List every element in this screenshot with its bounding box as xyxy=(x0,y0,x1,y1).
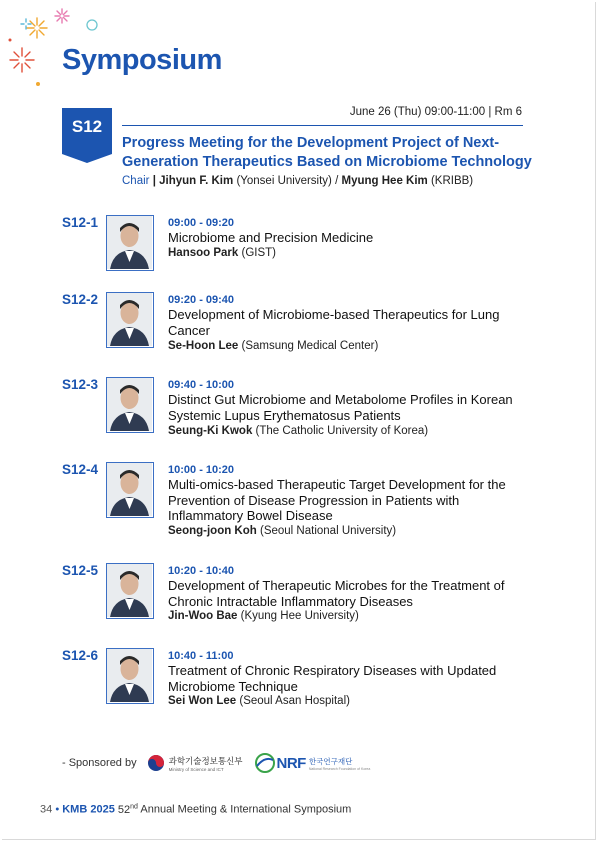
talk-code: S12-3 xyxy=(62,377,99,392)
talk-speaker-line xyxy=(168,340,378,352)
page-footer xyxy=(40,803,351,816)
speaker-photo xyxy=(106,648,154,704)
speaker-name: Seung-Ki Kwok xyxy=(168,425,253,437)
talk-time: 10:00 - 10:20 xyxy=(168,464,235,476)
talk-time: 09:40 - 10:00 xyxy=(168,379,235,391)
speaker-affiliation: (Seoul Asan Hospital) xyxy=(239,695,350,707)
talk-title: Multi-omics-based Therapeutic Target Development for the Prevention of Disease Progression in Patients with Inflammatory Bowel Disease xyxy=(168,477,506,523)
nrf-wordmark: NRF xyxy=(276,754,306,772)
portrait-graphic xyxy=(107,293,152,346)
speaker-affiliation: (Seoul National University) xyxy=(260,525,397,537)
speaker-photo xyxy=(106,563,154,619)
speaker-affiliation: (The Catholic University of Korea) xyxy=(255,425,429,437)
talk-time: 09:00 - 09:20 xyxy=(168,217,235,229)
sponsor-line xyxy=(62,752,370,774)
speaker-photo xyxy=(106,215,154,271)
talk-title: Development of Therapeutic Microbes for the Treatment of Chronic Intractable Inflammatory Diseases xyxy=(168,578,505,609)
talk-code: S12-6 xyxy=(62,648,99,663)
speaker-name: Se-Hoon Lee xyxy=(168,340,239,352)
ministry-name-ko: 과학기술정보통신부 xyxy=(168,755,243,766)
session-badge xyxy=(62,108,112,163)
portrait-graphic xyxy=(107,649,152,702)
chair-separator: | xyxy=(152,175,156,187)
talk-time: 10:20 - 10:40 xyxy=(168,565,235,577)
speaker-photo xyxy=(106,377,154,433)
portrait-graphic xyxy=(107,564,152,617)
speaker-affiliation: (Samsung Medical Center) xyxy=(241,340,379,352)
speaker-name: Hansoo Park xyxy=(168,247,239,259)
talk-code: S12-1 xyxy=(62,215,99,230)
talk-code: S12-2 xyxy=(62,292,99,307)
session-code: S12 xyxy=(71,117,103,136)
speaker-affiliation: (Kyung Hee University) xyxy=(240,610,359,622)
session-title: Progress Meeting for the Development Project of Next-Generation Therapeutics Based on Microbiome Technology xyxy=(122,135,532,170)
chair2-affiliation: (KRIBB) xyxy=(430,175,474,187)
talk-speaker-line xyxy=(168,247,276,259)
talk-title: Development of Microbiome-based Therapeutics for Lung Cancer xyxy=(168,307,500,338)
talk-speaker-line xyxy=(168,695,350,707)
ministry-logo xyxy=(147,754,243,772)
speaker-photo xyxy=(106,292,154,348)
talk-title: Treatment of Chronic Respiratory Diseases with Updated Microbiome Technique xyxy=(168,663,497,694)
nrf-name-ko: 한국연구재단 xyxy=(308,756,353,766)
taegeuk-icon xyxy=(147,754,165,772)
footer-ordinal-suffix: nd xyxy=(130,803,138,810)
talk-speaker-line xyxy=(168,610,359,622)
speaker-affiliation: (GIST) xyxy=(241,247,277,259)
nrf-globe-icon xyxy=(253,752,277,774)
speaker-photo xyxy=(106,462,154,518)
footer-meeting-name: Annual Meeting & International Symposium xyxy=(140,803,352,816)
session-divider xyxy=(122,125,523,126)
talk-speaker-line xyxy=(168,425,428,437)
page-number: 34 xyxy=(40,803,53,816)
portrait-graphic xyxy=(107,378,152,431)
speaker-name: Jin-Woo Bae xyxy=(168,610,238,622)
footer-kmb: KMB 2025 xyxy=(62,803,115,816)
talk-code: S12-4 xyxy=(62,462,99,477)
chair-line xyxy=(122,175,473,187)
speaker-name: Sei Won Lee xyxy=(168,695,237,707)
sponsor-label: - Sponsored by xyxy=(62,757,137,769)
chair1-affiliation: (Yonsei University) xyxy=(236,175,332,187)
chair-label: Chair xyxy=(122,175,150,187)
footer-ordinal xyxy=(118,804,138,816)
speaker-name: Seong-joon Koh xyxy=(168,525,257,537)
page-title: Symposium xyxy=(62,44,222,76)
talk-time: 10:40 - 11:00 xyxy=(168,650,234,662)
nrf-logo xyxy=(253,752,371,774)
talk-code: S12-5 xyxy=(62,563,99,578)
footer-ordinal-number: 52 xyxy=(117,803,131,816)
talk-speaker-line xyxy=(168,525,396,537)
talk-title: Microbiome and Precision Medicine xyxy=(168,230,374,245)
nrf-name-en: National Research Foundation of Korea xyxy=(308,766,371,771)
portrait-graphic xyxy=(107,216,152,269)
session-date-time: June 26 (Thu) 09:00-11:00 | Rm 6 xyxy=(349,106,522,118)
talk-title: Distinct Gut Microbiome and Metabolome Profiles in Korean Systemic Lupus Erythematosus Patients xyxy=(168,392,513,423)
chair1-name: Jihyun F. Kim xyxy=(159,175,234,187)
footer-bullet: • xyxy=(55,803,60,816)
chair2-name: Myung Hee Kim xyxy=(341,175,428,187)
portrait-graphic xyxy=(107,463,152,516)
chair-slash: / xyxy=(335,175,339,187)
ministry-name-en: Ministry of Science and ICT xyxy=(168,766,224,772)
talk-time: 09:20 - 09:40 xyxy=(168,294,235,306)
